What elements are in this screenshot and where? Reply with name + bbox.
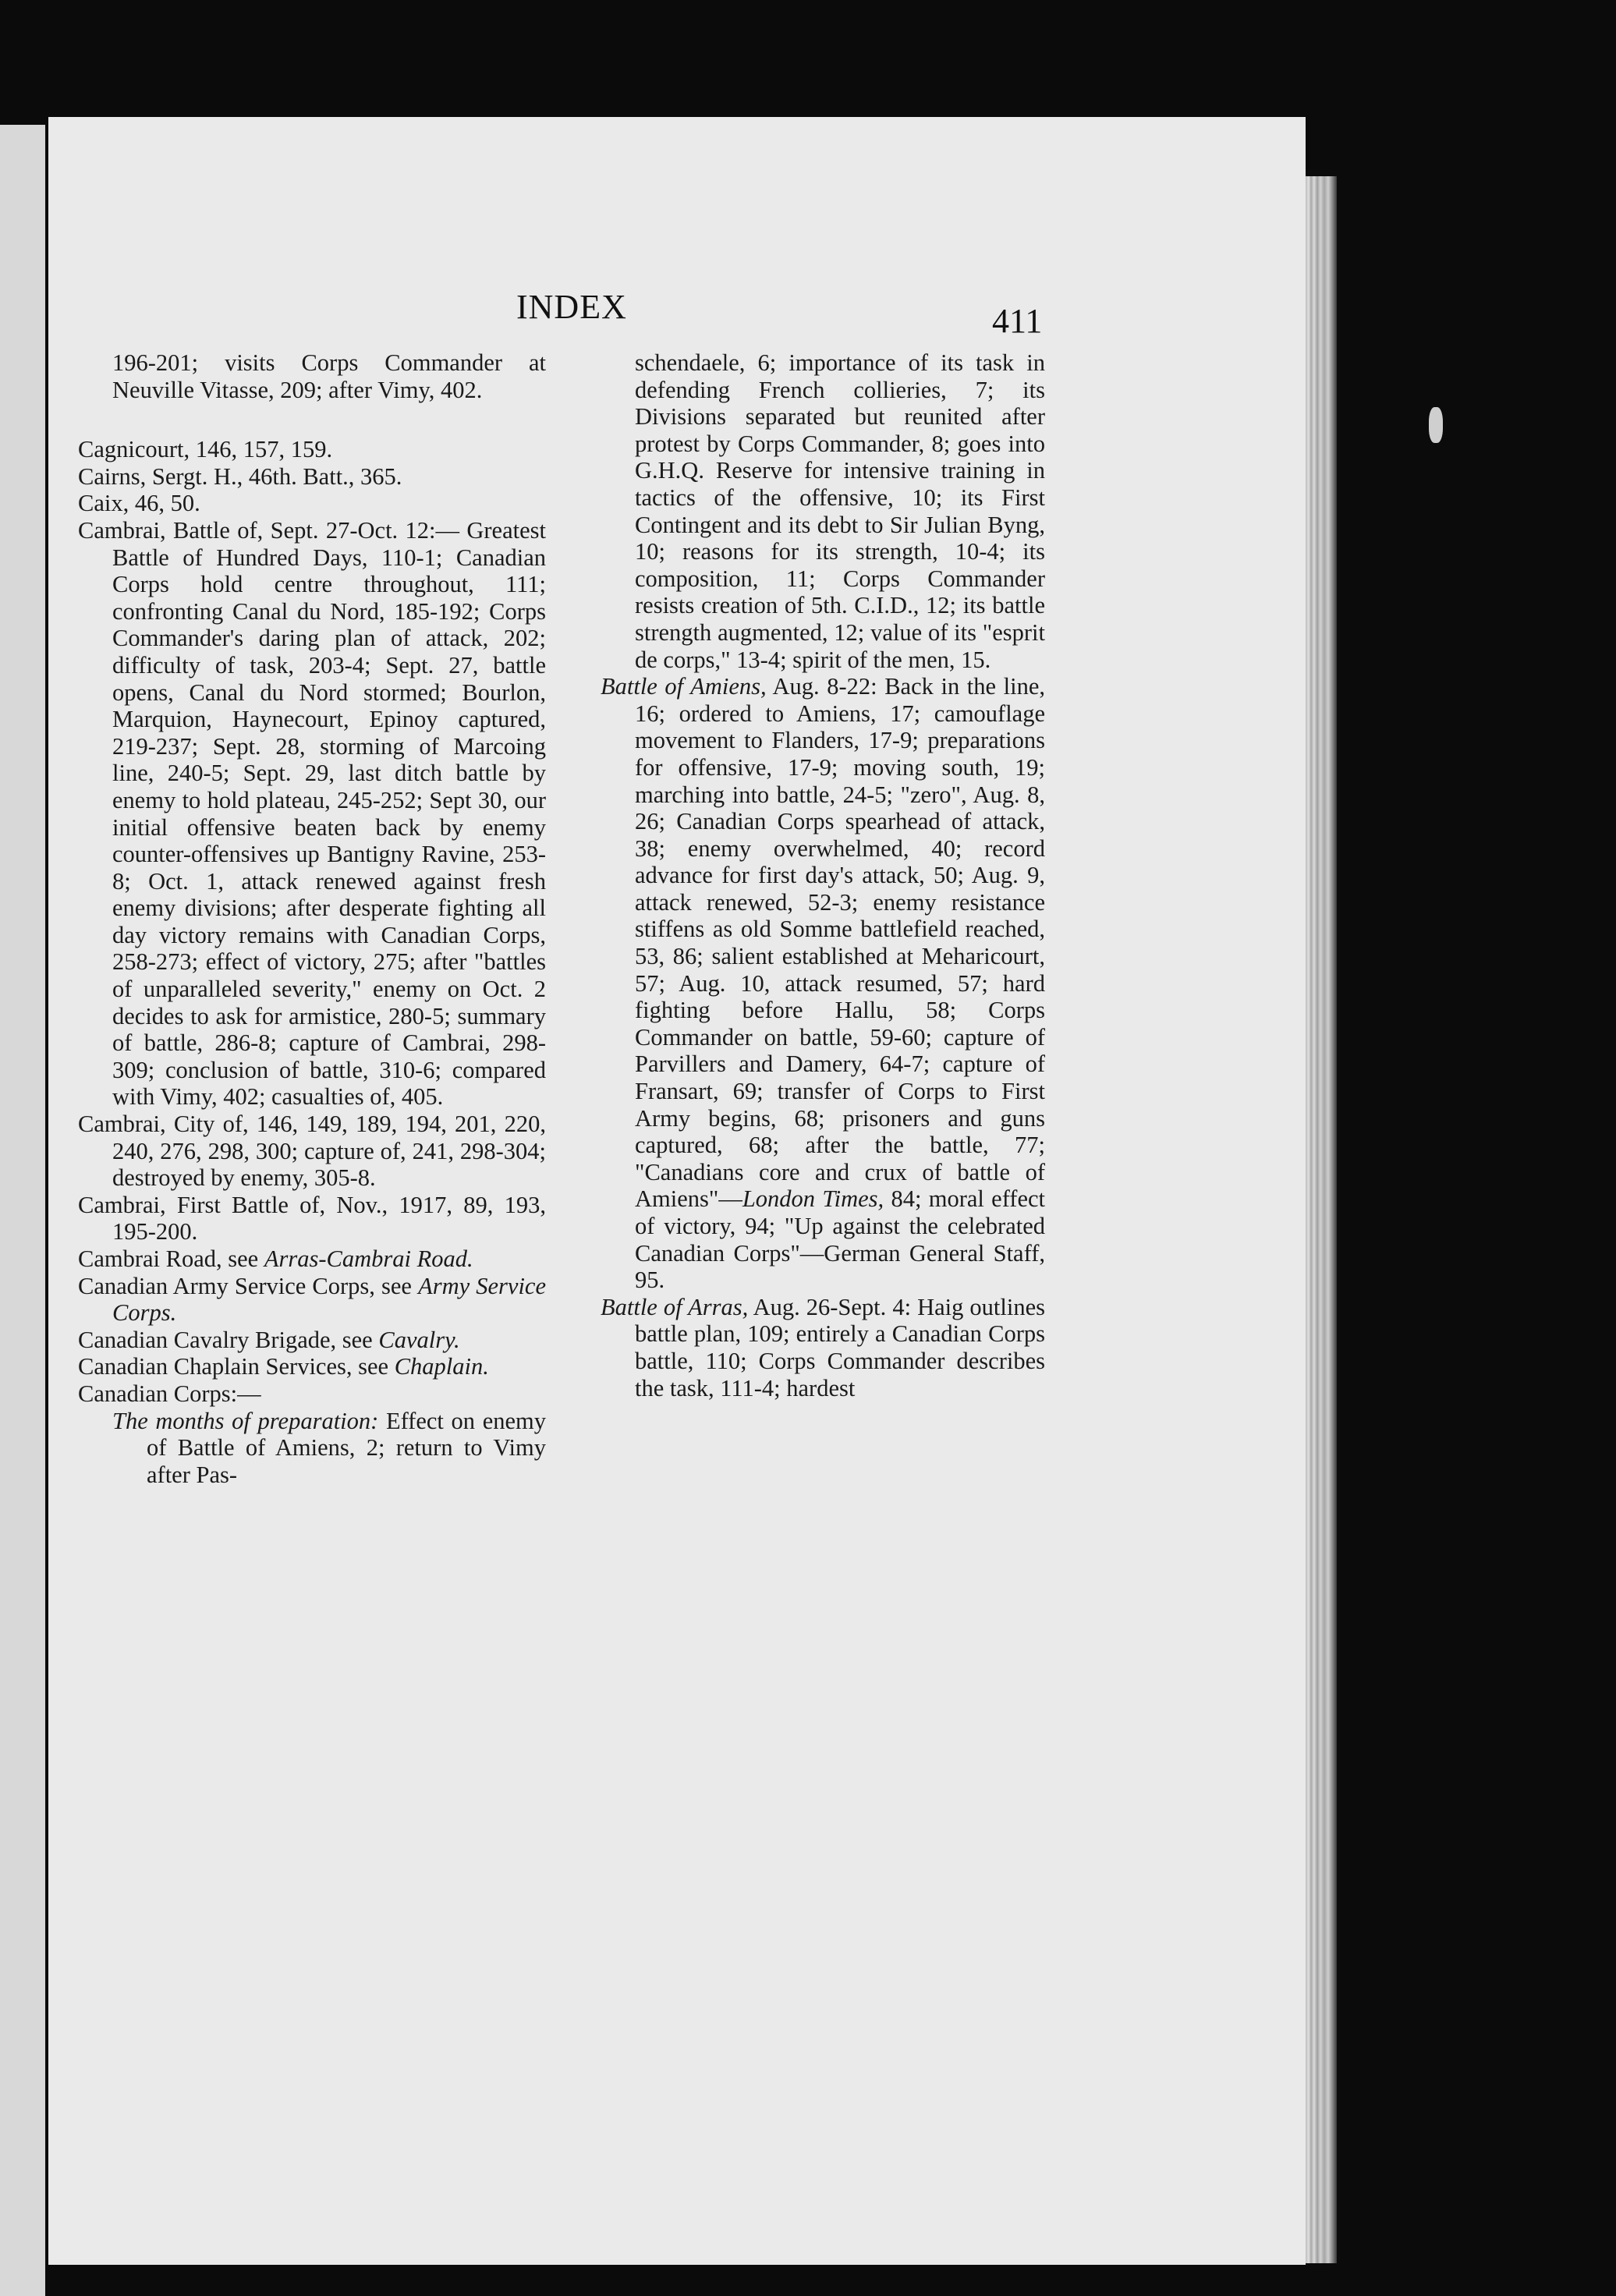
index-entry-continuation: 196-201; visits Corps Commander at Neuville Vitasse, 209; after Vimy, 402.	[112, 349, 546, 403]
dust-speck	[1429, 407, 1443, 443]
index-entry: Canadian Cavalry Brigade, see Cavalry.	[78, 1326, 460, 1353]
index-column-left	[78, 349, 546, 1488]
index-entry-continuation: schendaele, 6; importance of its task in defending French collieries, 7; its Divisions separated but reunited after protest by Corps Commander, 8; goes into G.H.Q. Reserve for intensive training in tactics of the offensive, 10; its First Contingent and its debt to Sir Julian Byng, 10; reasons for its strength, 10-4; its composition, 11; Corps Commander resists creation of 5th. C.I.D., 12; its battle strength augmented, 12; value of its "esprit de corps," 13-4; spirit of the men, 15.	[635, 349, 1045, 673]
index-entry: Canadian Army Service Corps, see Army Service Corps.	[78, 1272, 547, 1327]
index-subentry: The months of preparation: Effect on enemy of Battle of Amiens, 2; return to Vimy after Pas-	[112, 1407, 546, 1488]
index-entry: Cambrai Road, see Arras-Cambrai Road.	[78, 1245, 473, 1272]
index-entry: Cairns, Sergt. H., 46th. Batt., 365.	[78, 462, 402, 490]
index-entry: Cagnicourt, 146, 157, 159.	[78, 436, 333, 463]
index-entry: Cambrai, Battle of, Sept. 27-Oct. 12:— Greatest Battle of Hundred Days, 110-1; Canadian Corps hold centre throughout, 111; confronting Canal du Nord, 185-192; Corps Commander's daring plan of attack, 202; difficulty of task, 203-4; Sept. 27, battle opens, Canal du Nord stormed; Bourlon, Marquion, Haynecourt, Epinoy captured, 219-237; Sept. 28, storming of Marcoing line, 240-5; Sept. 29, last ditch battle by enemy to hold plateau, 245-252; Sept 30, our initial offensive beaten back by enemy counter-offensives up Bantigny Ravine, 253-8; Oct. 1, attack renewed against fresh enemy divisions; after desperate fighting all day victory remains with Canadian Corps, 258-273; effect of victory, 275; after "battles of unparalleled severity," enemy on Oct. 2 decides to ask for armistice, 280-5; summary of battle, 286-8; capture of Cambrai, 298-309; conclusion of battle, 310-6; compared with Vimy, 402; casualties of, 405.	[78, 516, 546, 1111]
index-subentry: Battle of Amiens, Aug. 8-22: Back in the line, 16; ordered to Amiens, 17; camouflage movement to Flanders, 17-9; preparations for offensive, 17-9; moving south, 19; marching into battle, 24-5; "zero", Aug. 8, 26; Canadian Corps spearhead of attack, 38; enemy overwhelmed, 40; record advance for first day's attack, 50; Aug. 9, attack renewed, 52-3; enemy resistance stiffens as old Somme battlefield reached, 53, 86; salient established at Meharicourt, 57; Aug. 10, attack resumed, 57; hard fighting before Hallu, 58; Corps Commander on battle, 59-60; capture of Parvillers and Damery, 64-7; capture of Fransart, 69; transfer of Corps to First Army begins, 68; prisoners and guns captured, 68; after the battle, 77; "Canadians core and crux of battle of Amiens"—London Times, 84; moral effect of victory, 94; "Up against the celebrated Canadian Corps"—German General Staff, 95.	[601, 673, 1046, 1294]
index-entry: Cambrai, City of, 146, 149, 189, 194, 201, 220, 240, 276, 298, 300; capture of, 241, 298-304; destroyed by enemy, 305-8.	[78, 1111, 546, 1192]
index-entry: Canadian Corps:—	[78, 1380, 261, 1407]
running-head: INDEX	[516, 288, 627, 326]
page-stack-edge	[1306, 176, 1337, 2263]
index-entry: Caix, 46, 50.	[78, 490, 200, 517]
index-entry: Cambrai, First Battle of, Nov., 1917, 89, 193, 195-200.	[78, 1191, 546, 1245]
index-entry: Canadian Chaplain Services, see Chaplain.	[78, 1353, 489, 1380]
index-subentry: Battle of Arras, Aug. 26-Sept. 4: Haig outlines battle plan, 109; entirely a Canadian Corps battle, 110; Corps Commander describes the task, 111-4; hardest	[601, 1293, 1045, 1401]
page-number: 411	[992, 302, 1043, 340]
previous-page-edge	[0, 125, 45, 2296]
index-column-right	[601, 349, 1045, 1401]
